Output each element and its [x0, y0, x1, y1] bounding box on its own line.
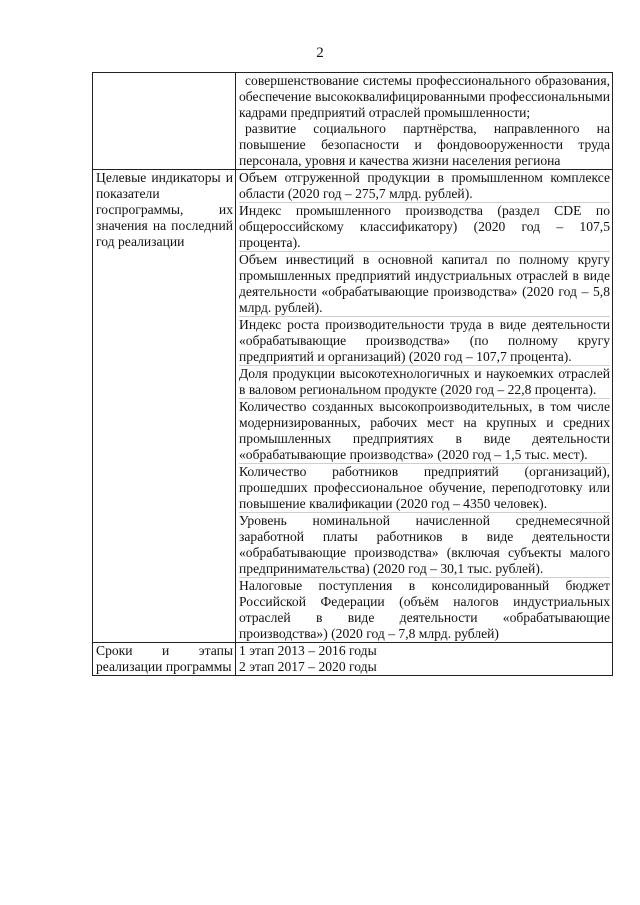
row-label: Целевые индикаторы и показатели госпрограммы, их значения на последний год реализации [96, 170, 233, 249]
label-cell-empty [93, 73, 236, 170]
indicator-item: Объем отгруженной продукции в промышленном комплексе области (2020 год – 275,7 млрд. рублей). [239, 170, 610, 201]
indicator-item: Количество работников предприятий (организаций), прошедших профессиональное обучение, переподготовку или повышение квалификации (2020 год – 4350 человек). [239, 464, 610, 511]
indicator-item: Индекс роста производительности труда в виде деятельности «обрабатывающие производства» (по полному кругу предприятий и организаций) (2020 год – 107,7 процента). [239, 317, 610, 364]
stage-item: 2 этап 2017 – 2020 годы [239, 659, 377, 674]
page-number: 2 [316, 45, 324, 61]
value-cell-goals [236, 73, 613, 170]
row-label: Сроки и этапы реализации программы [96, 643, 233, 674]
label-cell-stages [93, 643, 236, 676]
value-cell-indicators [236, 170, 613, 643]
table-row-stages [93, 643, 613, 676]
value-cell-stages [236, 643, 613, 676]
indicator-item: Доля продукции высокотехнологичных и наукоемких отраслей в валовом региональном продукте (2020 год – 22,8 процента). [239, 366, 610, 397]
indicator-item: Объем инвестиций в основной капитал по полному кругу промышленных предприятий индустриальных отраслей в виде деятельности «обрабатывающие производства» (2020 год – 5,8 млрд. рублей). [239, 252, 610, 315]
indicator-item: Уровень номинальной начисленной среднемесячной заработной платы работников в виде деятельности «обрабатывающие производства» (включая субъекты малого предпринимательства) (2020 год – 30,1 тыс. рублей). [239, 513, 610, 576]
goal-paragraph: совершенствование системы профессионального образования, обеспечение высококвалифицированными профессиональными кадрами предприятий отраслей промышленности; [239, 73, 610, 120]
indicator-item: Индекс промышленного производства (раздел CDE по общероссийскому классификатору) (2020 год – 107,5 процента). [239, 203, 610, 250]
table-row-indicators [93, 170, 613, 643]
goal-paragraph: развитие социального партнёрства, направленного на повышение безопасности и фондовооруженности труда персонала, уровня и качества жизни населения региона [239, 121, 610, 168]
indicator-item: Налоговые поступления в консолидированный бюджет Российской Федерации (объём налогов индустриальных отраслей в виде деятельности «обрабатывающие производства») (2020 год – 7,8 млрд. рублей) [239, 578, 610, 641]
stage-item: 1 этап 2013 – 2016 годы [239, 643, 377, 658]
label-cell-indicators [93, 170, 236, 643]
passport-table [92, 72, 613, 676]
table-row-continuation [93, 73, 613, 170]
indicator-item: Количество созданных высокопроизводительных, в том числе модернизированных, рабочих мест на крупных и средних промышленных предприятиях в виде деятельности «обрабатывающие производства» (2020 год – 1,5 тыс. мест). [239, 399, 610, 462]
